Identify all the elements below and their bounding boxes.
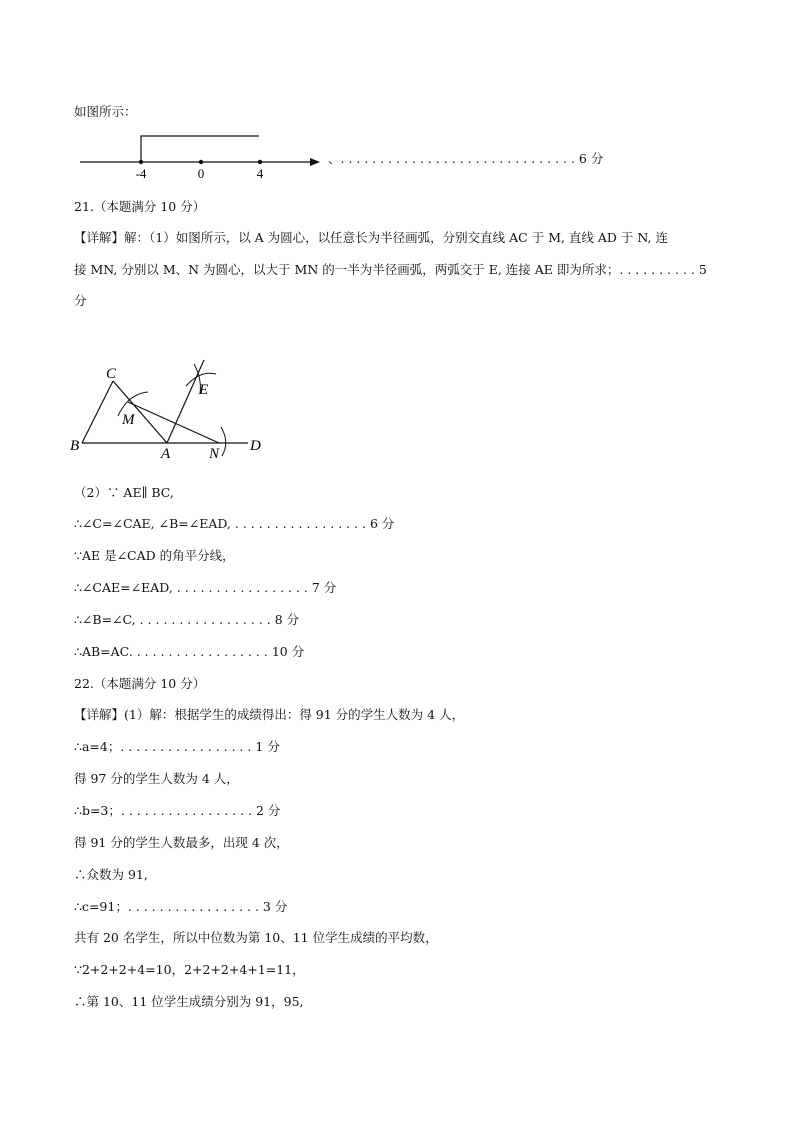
q21-part2-line3: ∵AE 是∠CAD 的角平分线，: [74, 548, 235, 563]
q21-header: 21.（本题满分 10 分）: [74, 199, 206, 214]
label-b: B: [70, 438, 80, 454]
q22-line1: 【详解】(1）解：根据学生的成绩得出：得 91 分的学生人数为 4 人，: [74, 707, 465, 722]
q22-line7: ∴c=91；. . . . . . . . . . . . . . . . . 3 分: [74, 899, 288, 914]
point-neg4: [139, 160, 143, 164]
arc-at-n: [221, 427, 226, 456]
q21-part2-line1: （2）∵ AE∥ BC,: [74, 485, 174, 500]
segment-mn: [128, 402, 219, 443]
q22-line5: 得 91 分的学生人数最多，出现 4 次，: [74, 835, 289, 850]
number-line-arrow: [310, 158, 320, 166]
ray-ae: [167, 360, 204, 443]
q22-line9: ∵2+2+2+4=10，2+2+2+4+1=11，: [74, 962, 305, 977]
geometry-figure: [66, 350, 276, 460]
q22-line3: 得 97 分的学生人数为 4 人，: [74, 771, 239, 786]
segment-bc: [82, 381, 113, 443]
q22-line10: ∴第 10、11 位学生成绩分别为 91，95,: [74, 994, 304, 1009]
q21-part2-line2: ∴∠C=∠CAE, ∠B=∠EAD, . . . . . . . . . . . . . . . . . 6 分: [74, 516, 395, 531]
q22-line4: ∴b=3；. . . . . . . . . . . . . . . . . 2 分: [74, 803, 281, 818]
q21-part2-line4: ∴∠CAE=∠EAD, . . . . . . . . . . . . . . . . . 7 分: [74, 580, 337, 595]
q21-part2-line6: ∴AB=AC. . . . . . . . . . . . . . . . . . 10 分: [74, 644, 305, 659]
q21-part2-line5: ∴∠B=∠C, . . . . . . . . . . . . . . . . . 8 分: [74, 612, 300, 627]
solution-bracket: [141, 136, 259, 162]
q22-line2: ∴a=4；. . . . . . . . . . . . . . . . . 1 分: [74, 739, 280, 754]
label-e: E: [199, 382, 209, 398]
label-m: M: [122, 412, 135, 428]
q21-detail-line1: 【详解】解：（1）如图所示，以 A 为圆心，以任意长为半径画弧，分别交直线 AC 于 M, 直线 AD 于 N, 连: [74, 230, 668, 245]
label-c: C: [106, 366, 117, 382]
q21-detail-line2: 接 MN, 分别以 M、N 为圆心，以大于 MN 的一半为半径画弧，两弧交于 E, 连接 AE 即为所求；. . . . . . . . . . 5: [74, 262, 707, 277]
number-line-figure: [74, 126, 334, 184]
label-n: N: [209, 446, 220, 460]
q22-line6: ∴众数为 91,: [74, 867, 148, 882]
label-d: D: [250, 438, 261, 454]
point-4: [258, 160, 262, 164]
q22-line8: 共有 20 名学生，所以中位数为第 10、11 位学生成绩的平均数，: [74, 930, 438, 945]
point-0: [199, 160, 203, 164]
intro-line: 如图所示：: [74, 104, 137, 119]
label-a: A: [161, 446, 171, 460]
tick-label: -4: [135, 166, 147, 181]
numberline-score: 、. . . . . . . . . . . . . . . . . . . . . . . . . . . . . . 6 分: [328, 151, 604, 166]
q21-detail-line3: 分: [74, 293, 87, 308]
tick-label: 4: [256, 166, 264, 181]
tick-label: 0: [197, 166, 205, 181]
q22-header: 22.（本题满分 10 分）: [74, 676, 206, 691]
